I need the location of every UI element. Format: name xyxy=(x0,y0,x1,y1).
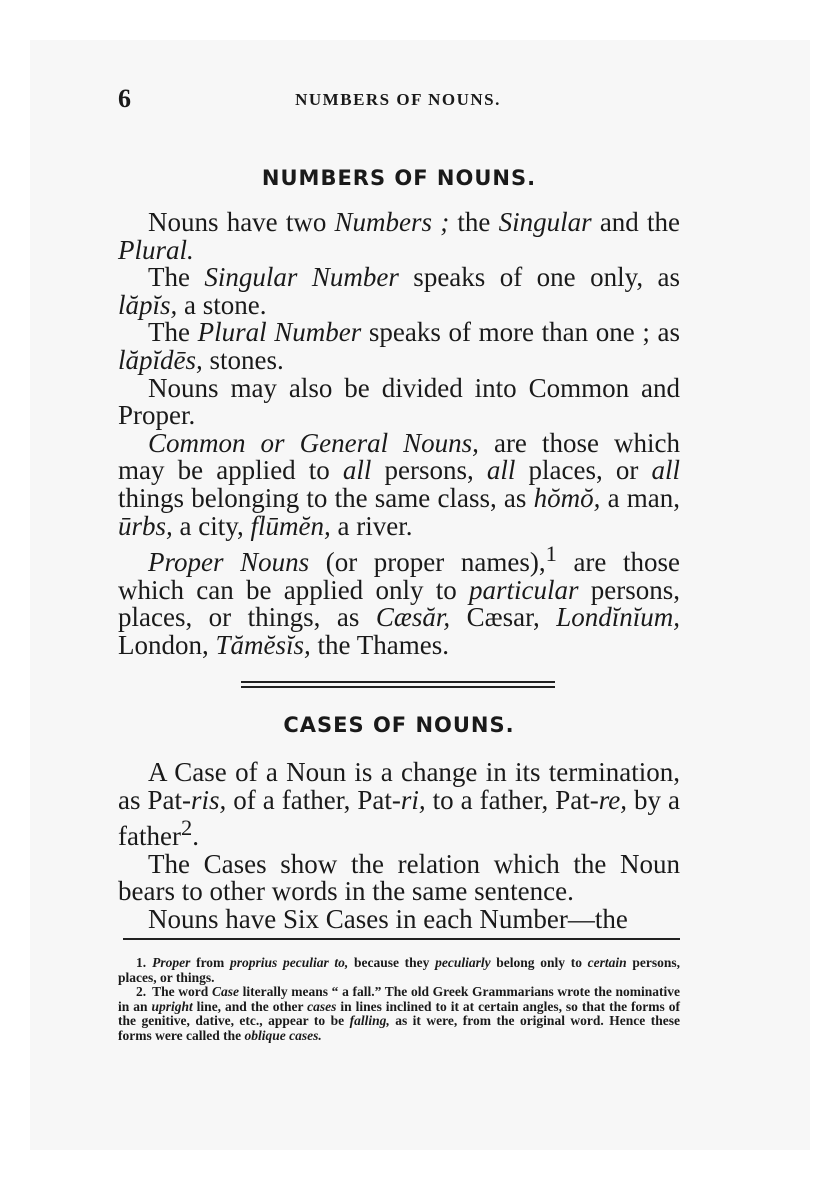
page-number: 6 xyxy=(118,84,131,113)
footnote-divider xyxy=(123,938,680,940)
footnote-1: 1. Proper from proprius peculiar to, because they peculiarly belong only to certain persons, places, or things. xyxy=(118,955,680,985)
section-heading-numbers: NUMBERS OF NOUNS. xyxy=(261,166,537,190)
paragraph: The Plural Number speaks of more than one ; as lăpĭdēs, stones. xyxy=(118,317,680,375)
section-body-numbers xyxy=(118,209,680,660)
footnotes xyxy=(118,956,680,1044)
section-divider xyxy=(241,681,555,688)
running-header xyxy=(118,84,678,114)
paragraph: The Cases show the relation which the Noun bears to other words in the same sentence. xyxy=(118,848,680,907)
footnote-2: 2. The word Case literally means “ a fall.” The old Greek Grammarians wrote the nominative in an upright line, and the other cases in lines inclined to it at certain angles, so that the forms of the genitive, dative, etc., appear to be falling, as it were, from the original word. Hence these forms were called the oblique cases. xyxy=(118,984,680,1043)
paragraph: Nouns have two Numbers ; the Singular and the Plural. xyxy=(118,207,680,265)
section-heading-cases: CASES OF NOUNS. xyxy=(283,713,515,737)
paragraph: Nouns have Six Cases in each Number—the xyxy=(148,903,628,934)
paragraph: Common or General Nouns, are those which may be applied to all persons, all places, or all things belonging to the same class, as hŏmŏ, a man, ūrbs, a city, flūmĕn, a river. xyxy=(118,427,681,541)
paragraph: A Case of a Noun is a change in its termination, as Pat-ris, of a father, Pat-ri, to a father, Pat-re, by a father$^2$. xyxy=(118,757,681,852)
footnote-marker: 1 xyxy=(545,541,557,567)
footnote-marker: 2 xyxy=(180,815,193,841)
section-body-cases xyxy=(118,759,680,934)
paragraph: Proper Nouns (or proper names),$^1$ are those which can be applied only to particular persons, places, or things, as Cæsăr, Cæsar, Londĭnĭum, London, Tămĕsĭs, the Thames. xyxy=(118,541,681,660)
paragraph: The Singular Number speaks of one only, as lăpĭs, a stone. xyxy=(118,262,680,320)
paragraph: Nouns may also be divided into Common and Proper. xyxy=(118,372,680,431)
running-title: NUMBERS OF NOUNS. xyxy=(295,90,501,109)
